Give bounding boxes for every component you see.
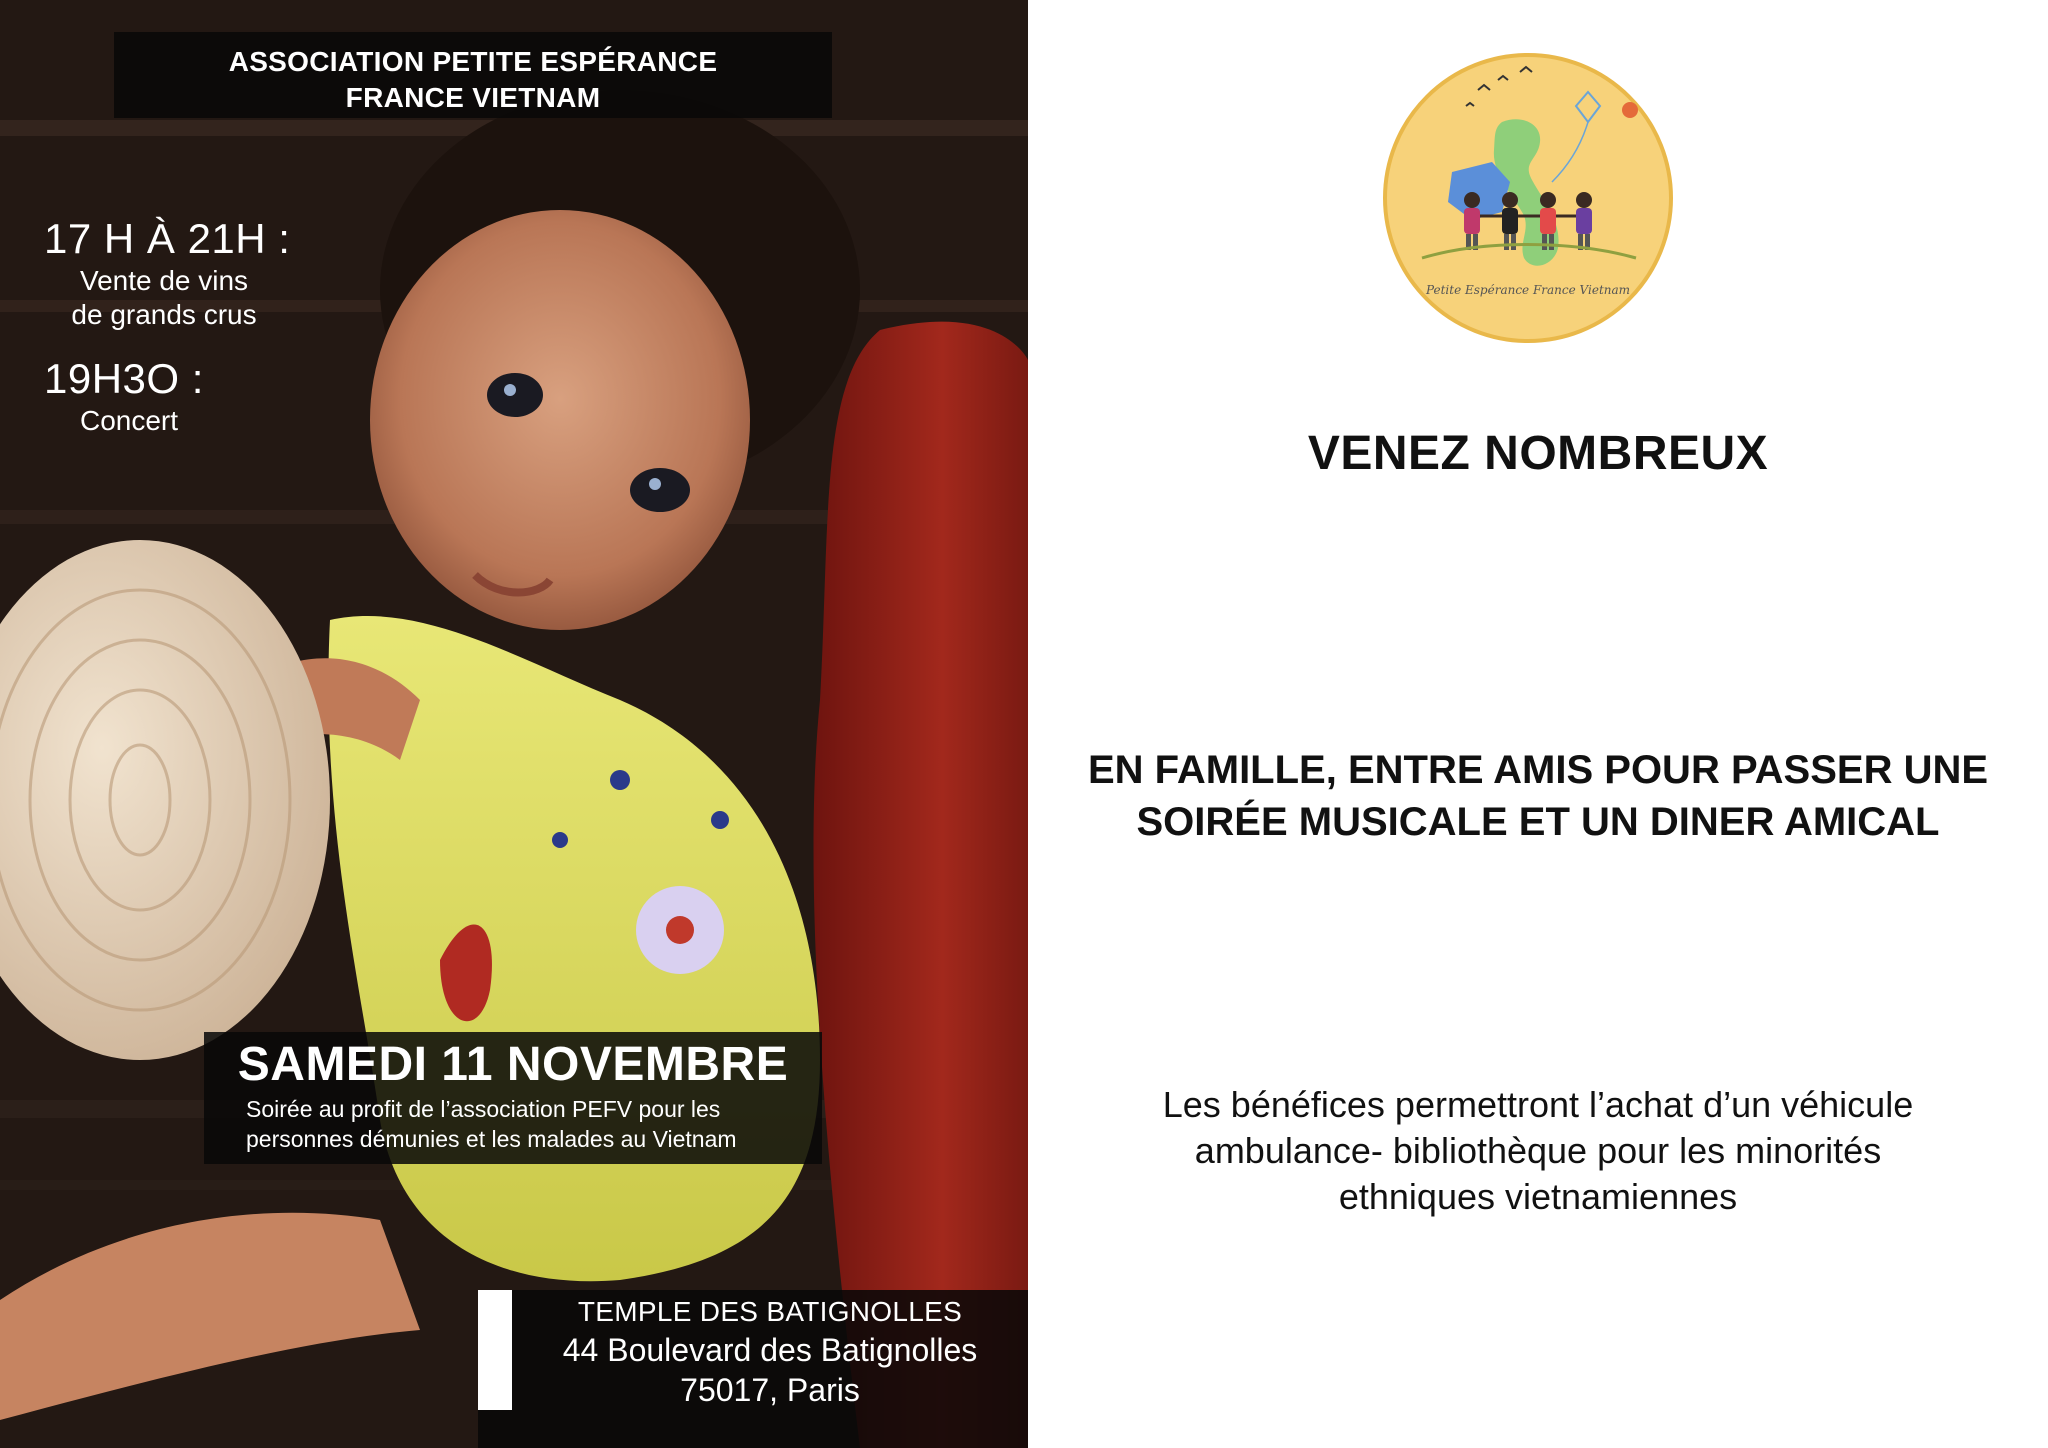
pefv-logo [1382,52,1674,344]
benefits-line-2: ambulance- bibliothèque pour les minorités [1194,1130,1882,1171]
headline-venez-nombreux: VENEZ NOMBREUX [1307,427,1769,480]
venue-street: 44 Boulevard des Batignolles [562,1332,978,1368]
logo-caption: Petite Espérance France Vietnam [1425,283,1631,297]
venue-name: TEMPLE DES BATIGNOLLES [577,1296,963,1327]
benefits-text [1028,1082,2048,1220]
event-purpose-line-2: personnes démunies et les malades au Vietnam [246,1126,737,1152]
association-line-2: FRANCE VIETNAM [345,82,601,113]
event-schedule [44,214,304,438]
benefits-line-3: ethniques vietnamiennes [1338,1176,1738,1217]
schedule-time: 17 H À 21H : [44,215,291,262]
event-date: SAMEDI 11 NOVEMBRE [237,1038,789,1091]
event-purpose [246,1094,806,1154]
venue-city: 75017, Paris [680,1372,860,1408]
venue-accent-bar [478,1290,512,1410]
venue-address [512,1294,1028,1410]
invitation-line-2: SOIRÉE MUSICALE ET UN DINER AMICAL [1136,800,1940,844]
invitation-text [1028,744,2048,848]
schedule-item-concert [44,354,304,438]
schedule-item-wine-sale [44,214,304,332]
schedule-desc-line-1: Concert [79,405,179,436]
schedule-desc-line-2: de grands crus [71,299,257,330]
schedule-desc-line-1: Vente de vins [79,265,249,296]
benefits-line-1: Les bénéfices permettront l’achat d’un véhicule [1162,1084,1914,1125]
association-name [114,44,832,116]
invitation-line-1: EN FAMILLE, ENTRE AMIS POUR PASSER UNE [1087,748,1989,792]
association-line-1: ASSOCIATION PETITE ESPÉRANCE [228,46,718,77]
schedule-time: 19H3O : [44,355,204,402]
event-purpose-line-1: Soirée au profit de l’association PEFV pour les [246,1096,721,1122]
